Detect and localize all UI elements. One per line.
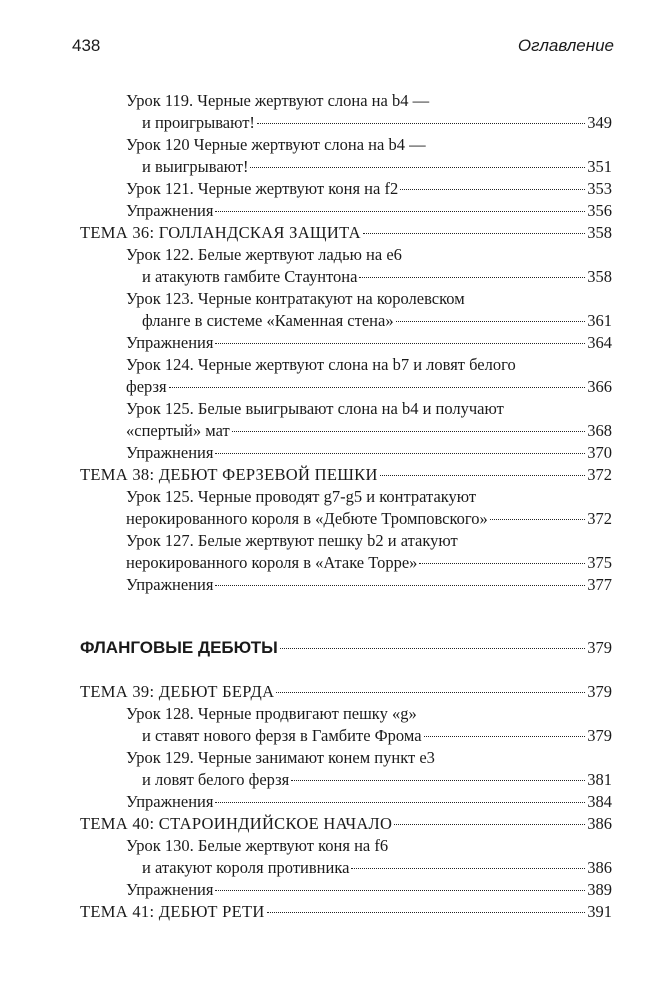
toc-entry-lesson-119: Урок 119. Черные жертвуют слона на b4 — — [126, 91, 430, 110]
dot-leader — [351, 868, 585, 869]
dot-leader — [257, 123, 585, 124]
page-ref: 358 — [587, 267, 612, 286]
page-header — [72, 36, 614, 64]
page-ref: 366 — [587, 377, 612, 396]
toc-theme-40: ТЕМА 40: СТАРОИНДИЙСКОЕ НАЧАЛО 386 — [80, 814, 612, 833]
dot-leader — [363, 233, 585, 234]
dot-leader — [394, 824, 585, 825]
page-ref: 386 — [587, 814, 612, 833]
page-ref: 377 — [587, 575, 612, 594]
toc-entry-exercises: Упражнения 370 — [126, 443, 612, 462]
toc-entry-exercises: Упражнения 389 — [126, 880, 612, 899]
toc-entry-lesson-119-cont: и проигрывают! 349 — [142, 113, 612, 132]
dot-leader — [280, 648, 585, 649]
page-ref: 372 — [587, 509, 612, 528]
dot-leader — [276, 692, 585, 693]
toc-entry-lesson-120: Урок 120 Черные жертвуют слона на b4 — — [126, 135, 426, 154]
toc-entry-exercises: Упражнения 356 — [126, 201, 612, 220]
toc-entry-lesson-124: Урок 124. Черные жертвуют слона на b7 и ловят белого — [126, 355, 516, 374]
toc-entry-lesson-129-cont: и ловят белого ферзя 381 — [142, 770, 612, 789]
toc-entry-lesson-121: Урок 121. Черные жертвуют коня на f2 353 — [126, 179, 612, 198]
page-ref: 379 — [587, 638, 612, 657]
page-ref: 381 — [587, 770, 612, 789]
page-ref: 379 — [587, 682, 612, 701]
page-number: 438 — [72, 36, 101, 55]
dot-leader — [215, 343, 585, 344]
toc-theme-36: ТЕМА 36: ГОЛЛАНДСКАЯ ЗАЩИТА 358 — [80, 223, 612, 242]
page-ref: 370 — [587, 443, 612, 462]
toc-entry-lesson-125b-cont: нерокированного короля в «Дебюте Тромповского» 372 — [126, 509, 612, 528]
dot-leader — [215, 890, 585, 891]
dot-leader — [490, 519, 585, 520]
page-ref: 356 — [587, 201, 612, 220]
toc-entry-exercises: Упражнения 384 — [126, 792, 612, 811]
toc-entry-lesson-130: Урок 130. Белые жертвуют коня на f6 — [126, 836, 389, 855]
toc-entry-lesson-125-cont: «спертый» мат 368 — [126, 421, 612, 440]
page-ref: 391 — [587, 902, 612, 921]
toc-entry-lesson-125: Урок 125. Белые выигрывают слона на b4 и получают — [126, 399, 504, 418]
page-ref: 361 — [587, 311, 612, 330]
toc-entry-lesson-130-cont: и атакуют короля противника 386 — [142, 858, 612, 877]
dot-leader — [419, 563, 585, 564]
toc-theme-39: ТЕМА 39: ДЕБЮТ БЕРДА 379 — [80, 682, 612, 701]
dot-leader — [359, 277, 585, 278]
toc-entry-lesson-128: Урок 128. Черные продвигают пешку «g» — [126, 704, 417, 723]
dot-leader — [215, 802, 585, 803]
dot-leader — [400, 189, 585, 190]
spacer — [80, 660, 612, 681]
toc-entry-lesson-120-cont: и выигрывают! 351 — [142, 157, 612, 176]
toc-entry-lesson-123: Урок 123. Черные контратакуют на королевском — [126, 289, 465, 308]
running-title: Оглавление — [517, 36, 614, 55]
toc-entry-lesson-128-cont: и ставят нового ферзя в Гамбите Фрома 379 — [142, 726, 612, 745]
toc-theme-38: ТЕМА 38: ДЕБЮТ ФЕРЗЕВОЙ ПЕШКИ 372 — [80, 465, 612, 484]
page-ref: 379 — [587, 726, 612, 745]
toc-entry-lesson-122-cont: и атакуютв гамбите Стаунтона 358 — [142, 267, 612, 286]
page-ref: 364 — [587, 333, 612, 352]
dot-leader — [215, 585, 585, 586]
spacer — [80, 596, 612, 636]
dot-leader — [380, 475, 586, 476]
toc-entry-exercises: Упражнения 364 — [126, 333, 612, 352]
toc-entry-lesson-124-cont: ферзя 366 — [126, 377, 612, 396]
page-ref: 375 — [587, 553, 612, 572]
page-ref: 372 — [587, 465, 612, 484]
dot-leader — [232, 431, 586, 432]
toc-section-flank-openings: ФЛАНГОВЫЕ ДЕБЮТЫ 379 — [80, 636, 612, 660]
dot-leader — [215, 211, 585, 212]
dot-leader — [291, 780, 585, 781]
table-of-contents — [80, 90, 612, 923]
dot-leader — [267, 912, 586, 913]
toc-theme-41: ТЕМА 41: ДЕБЮТ РЕТИ 391 — [80, 902, 612, 921]
toc-entry-exercises: Упражнения 377 — [126, 575, 612, 594]
toc-entry-lesson-122: Урок 122. Белые жертвуют ладью на е6 — [126, 245, 402, 264]
page-ref: 358 — [587, 223, 612, 242]
toc-entry-lesson-123-cont: фланге в системе «Каменная стена» 361 — [142, 311, 612, 330]
page-ref: 368 — [587, 421, 612, 440]
dot-leader — [396, 321, 586, 322]
dot-leader — [169, 387, 586, 388]
toc-entry-lesson-127: Урок 127. Белые жертвуют пешку b2 и атакуют — [126, 531, 458, 550]
dot-leader — [215, 453, 585, 454]
toc-entry-lesson-127-cont: нерокированного короля в «Атаке Торре» 375 — [126, 553, 612, 572]
dot-leader — [424, 736, 586, 737]
page-ref: 389 — [587, 880, 612, 899]
page-ref: 351 — [587, 157, 612, 176]
toc-entry-lesson-125b: Урок 125. Черные проводят g7-g5 и контратакуют — [126, 487, 477, 506]
page-ref: 353 — [587, 179, 612, 198]
dot-leader — [250, 167, 585, 168]
page-ref: 384 — [587, 792, 612, 811]
page-ref: 349 — [587, 113, 612, 132]
toc-entry-lesson-129: Урок 129. Черные занимают конем пункт е3 — [126, 748, 435, 767]
page-ref: 386 — [587, 858, 612, 877]
